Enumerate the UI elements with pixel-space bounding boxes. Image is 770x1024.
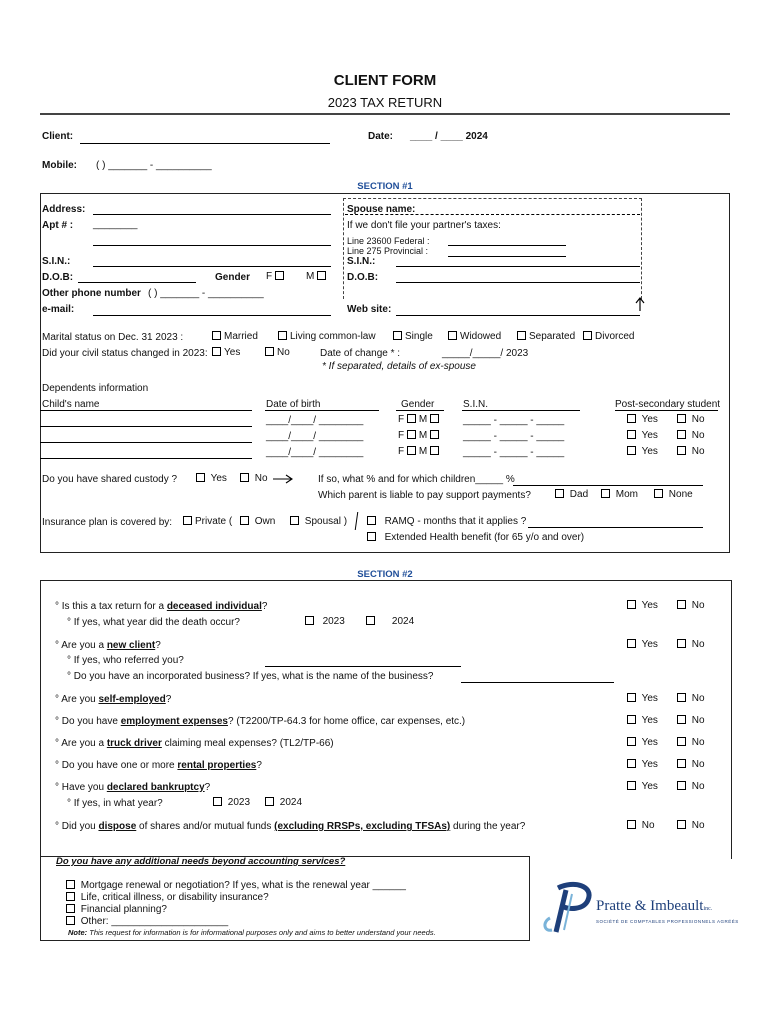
- civil-yes[interactable]: [212, 347, 240, 358]
- mortgage-checkbox[interactable]: [66, 880, 75, 889]
- q-rental-properties: ° Do you have one or more rental properties?: [55, 760, 262, 771]
- date-change-field[interactable]: _____/_____/ 2023: [442, 348, 529, 359]
- spouse-dob-field[interactable]: [396, 282, 640, 283]
- civil-no[interactable]: [265, 347, 290, 358]
- divorced-checkbox[interactable]: [583, 331, 592, 340]
- mom-checkbox[interactable]: [601, 489, 610, 498]
- 2024-label: 2024: [391, 616, 415, 627]
- separated-note: * If separated, details of ex-spouse: [322, 361, 476, 372]
- marital-widowed[interactable]: [448, 331, 501, 342]
- sin-label: S.I.N.:: [42, 256, 71, 267]
- yes-label: Yes: [641, 600, 658, 611]
- yes-checkbox[interactable]: [627, 693, 636, 702]
- dob-header-rule: [265, 410, 379, 411]
- no-checkbox[interactable]: [677, 446, 686, 455]
- parent-none[interactable]: [654, 489, 693, 500]
- q2-sub2: ° Do you have an incorporated business? If yes, what is the name of the business?: [67, 671, 434, 682]
- yes-checkbox[interactable]: [627, 600, 636, 609]
- needs-item-financial[interactable]: [66, 904, 406, 916]
- death-2023[interactable]: [305, 616, 345, 627]
- no-checkbox[interactable]: [677, 715, 686, 724]
- no-checkbox[interactable]: [677, 639, 686, 648]
- gender-header-rule: [396, 410, 444, 411]
- yes-checkbox[interactable]: [627, 639, 636, 648]
- q7-sub: ° If yes, in what year?: [67, 798, 163, 809]
- single-checkbox[interactable]: [393, 331, 402, 340]
- other-phone-field[interactable]: ( ) _______ - __________: [148, 288, 264, 299]
- no-checkbox[interactable]: [677, 430, 686, 439]
- q3-key: self-employed: [98, 694, 166, 705]
- q1-no[interactable]: [677, 600, 705, 611]
- private-label: Private (: [195, 516, 233, 527]
- referred-field[interactable]: [265, 666, 461, 667]
- child-name-header-rule: [40, 410, 252, 411]
- ramq-field[interactable]: [528, 527, 703, 528]
- no-label: No: [691, 430, 705, 441]
- no-label: No: [691, 446, 705, 457]
- q-deceased: ° Is this a tax return for a deceased individual?: [55, 601, 268, 612]
- civil-no-checkbox[interactable]: [265, 347, 274, 356]
- q2-pre: Are you a: [61, 640, 107, 651]
- q-self-employed: ° Are you self-employed?: [55, 694, 172, 705]
- common-law-label: Living common-law: [290, 331, 376, 342]
- email-label: e-mail:: [42, 304, 75, 315]
- gender-m-label: M: [306, 271, 315, 282]
- yes-checkbox[interactable]: [627, 781, 636, 790]
- insurance-checkbox[interactable]: [66, 892, 75, 901]
- f-label: F: [398, 430, 405, 441]
- no-label: No: [691, 737, 705, 748]
- q3-pre: Are you: [61, 694, 99, 705]
- dob-header: Date of birth: [266, 399, 321, 410]
- q8-no-left[interactable]: [627, 820, 655, 831]
- single-label: Single: [405, 331, 433, 342]
- q-employment-expenses: ° Do you have employment expenses? (T2200/TP-64.3 for home office, car expenses, etc.): [55, 716, 466, 727]
- other-checkbox[interactable]: [66, 916, 75, 925]
- civil-yes-label: Yes: [224, 347, 241, 358]
- child-sin-2[interactable]: _____ - _____ - _____: [463, 431, 565, 442]
- m-checkbox[interactable]: [430, 446, 439, 455]
- child-name-header: Child's name: [42, 399, 100, 410]
- gender-f-label: F: [266, 271, 273, 282]
- q6-pre: Do you have one or more: [61, 760, 178, 771]
- website-label: Web site:: [347, 304, 392, 315]
- bankruptcy-2023[interactable]: [213, 797, 250, 808]
- liable-parent-label: Which parent is liable to pay support payments?: [318, 490, 531, 501]
- custody-no-label: No: [254, 473, 268, 484]
- m-checkbox[interactable]: [430, 430, 439, 439]
- q7-post: ?: [204, 782, 211, 793]
- shared-custody-label: Do you have shared custody ?: [42, 474, 178, 485]
- no-checkbox[interactable]: [677, 414, 686, 423]
- q-bankruptcy: ° Have you declared bankruptcy?: [55, 782, 211, 793]
- yes-checkbox[interactable]: [627, 446, 636, 455]
- post-secondary-header: Post-secondary student: [615, 399, 721, 410]
- form-title: CLIENT FORM: [333, 72, 437, 89]
- address-field[interactable]: [93, 214, 331, 215]
- yes-checkbox[interactable]: [627, 414, 636, 423]
- no-label: No: [691, 693, 705, 704]
- child-sin-1[interactable]: _____ - _____ - _____: [463, 415, 565, 426]
- q1-post: ?: [261, 601, 268, 612]
- insurance-label: Insurance plan is covered by:: [42, 517, 173, 528]
- sin-header-rule: [462, 410, 580, 411]
- child-name-field-3[interactable]: [40, 458, 252, 459]
- yes-checkbox[interactable]: [627, 759, 636, 768]
- q4-post: ? (T2200/TP-64.3 for home office, car expenses, etc.): [227, 716, 466, 727]
- custody-yes-label: Yes: [210, 473, 227, 484]
- no-checkbox[interactable]: [677, 693, 686, 702]
- parent-dad[interactable]: [555, 489, 588, 500]
- yes-label: Yes: [641, 414, 658, 425]
- post-sec-yes-2[interactable]: [627, 430, 658, 441]
- none-checkbox[interactable]: [654, 489, 663, 498]
- company-suffix: inc.: [703, 906, 713, 912]
- f-checkbox[interactable]: [407, 414, 416, 423]
- line-provincial-field[interactable]: [448, 256, 566, 257]
- q7-no[interactable]: [677, 781, 705, 792]
- mortgage-label: Mortgage renewal or negotiation? If yes, what is the renewal year ______: [80, 880, 406, 891]
- company-name: [596, 898, 712, 915]
- no-label: No: [691, 639, 705, 650]
- line-provincial-label: Line 275 Provincial :: [347, 246, 429, 256]
- child-gender-3[interactable]: [398, 446, 442, 457]
- company-tagline: SOCIÉTÉ DE COMPTABLES PROFESSIONNELS AGRÉÉS: [596, 919, 739, 924]
- marital-divorced[interactable]: [583, 331, 634, 342]
- q7-pre: Have you: [61, 782, 107, 793]
- dob-field[interactable]: [78, 282, 196, 283]
- yes-label: Yes: [641, 715, 658, 726]
- custody-no[interactable]: [240, 473, 268, 484]
- apt-label: Apt # :: [42, 220, 74, 231]
- website-field[interactable]: [396, 315, 640, 316]
- note: [68, 928, 436, 937]
- business-field[interactable]: [461, 682, 614, 683]
- q4-no[interactable]: [677, 715, 705, 726]
- f-label: F: [398, 414, 405, 425]
- q3-no[interactable]: [677, 693, 705, 704]
- insurance-own[interactable]: [240, 516, 275, 527]
- no-checkbox[interactable]: [677, 737, 686, 746]
- q6-no[interactable]: [677, 759, 705, 770]
- child-name-field-2[interactable]: [40, 442, 252, 443]
- dad-checkbox[interactable]: [555, 489, 564, 498]
- widowed-label: Widowed: [460, 331, 502, 342]
- no-label: No: [691, 781, 705, 792]
- q5-key: truck driver: [106, 738, 162, 749]
- yes-label: Yes: [641, 446, 658, 457]
- apt-field[interactable]: ________: [93, 219, 138, 230]
- q6-key: rental properties: [177, 760, 257, 771]
- marital-single[interactable]: [393, 331, 433, 342]
- spousal-checkbox[interactable]: [290, 516, 299, 525]
- common-law-checkbox[interactable]: [278, 331, 287, 340]
- civil-changed-label: Did your civil status changed in 2023:: [42, 348, 208, 359]
- yes-checkbox[interactable]: [627, 715, 636, 724]
- widowed-checkbox[interactable]: [448, 331, 457, 340]
- section-1-title: SECTION #1: [357, 181, 413, 192]
- q8-pre: Did you: [61, 821, 99, 832]
- client-field[interactable]: [80, 143, 330, 144]
- q2-sub2-text: Do you have an incorporated business? If yes, what is the name of the business?: [73, 671, 434, 682]
- line-federal-field[interactable]: [448, 245, 566, 246]
- q1-sub: ° If yes, what year did the death occur?: [67, 617, 240, 628]
- q2-no[interactable]: [677, 639, 705, 650]
- gender-m[interactable]: [306, 271, 329, 282]
- gender-f[interactable]: [266, 271, 287, 282]
- custody-yes[interactable]: [196, 473, 227, 484]
- no-label: No: [691, 715, 705, 726]
- q1-pre: Is this a tax return for a: [61, 601, 167, 612]
- no-label: No: [691, 600, 705, 611]
- insurance-extended[interactable]: [367, 532, 584, 543]
- yes-label: Yes: [641, 430, 658, 441]
- needs-item-other[interactable]: [66, 916, 406, 928]
- spouse-name-field[interactable]: [345, 214, 640, 215]
- needs-item-mortgage[interactable]: [66, 880, 406, 892]
- date-label: Date:: [368, 131, 394, 142]
- f-checkbox[interactable]: [407, 430, 416, 439]
- yes-checkbox[interactable]: [627, 430, 636, 439]
- marital-married[interactable]: [212, 331, 258, 342]
- header-rule: [40, 113, 730, 115]
- gender-header: Gender: [401, 399, 435, 410]
- q8-no-right[interactable]: [677, 820, 705, 831]
- separated-label: Separated: [529, 331, 576, 342]
- post-secondary-header-rule: [615, 410, 718, 411]
- divorced-label: Divorced: [595, 331, 635, 342]
- spouse-dob-label: D.O.B:: [347, 272, 379, 283]
- dob-label: D.O.B:: [42, 272, 74, 283]
- address-line-2[interactable]: [93, 245, 331, 246]
- q-new-client: ° Are you a new client?: [55, 640, 161, 651]
- no-checkbox[interactable]: [677, 781, 686, 790]
- right-arrow-icon: [272, 474, 294, 484]
- q5-pre: Are you a: [61, 738, 107, 749]
- 2023-checkbox[interactable]: [305, 616, 314, 625]
- no-checkbox[interactable]: [677, 759, 686, 768]
- yes-label: Yes: [641, 737, 658, 748]
- q4-yes[interactable]: [627, 715, 658, 726]
- own-checkbox[interactable]: [240, 516, 249, 525]
- other-label: Other: _____________________: [80, 916, 229, 927]
- none-label: None: [668, 489, 693, 500]
- q8-post: during the year?: [450, 821, 526, 832]
- civil-no-label: No: [277, 347, 290, 358]
- yes-checkbox[interactable]: [627, 737, 636, 746]
- client-label: Client:: [42, 131, 74, 142]
- q1-key: deceased individual: [166, 601, 262, 612]
- post-sec-yes-1[interactable]: [627, 414, 658, 425]
- no-label: No: [691, 414, 705, 425]
- child-gender-1[interactable]: [398, 414, 442, 425]
- q8-mid: of shares and/or mutual funds: [136, 821, 275, 832]
- yes-label: Yes: [641, 759, 658, 770]
- line-federal-label: Line 23600 Federal :: [347, 236, 430, 246]
- no-label: No: [691, 820, 705, 831]
- q5-post: claiming meal expenses? (TL2/TP-66): [161, 738, 334, 749]
- spousal-label: Spousal ): [304, 516, 348, 527]
- f-checkbox[interactable]: [407, 446, 416, 455]
- child-gender-2[interactable]: [398, 430, 442, 441]
- q1-yes[interactable]: [627, 600, 658, 611]
- spouse-name-label: Spouse name:: [347, 204, 416, 215]
- spouse-sin-label: S.I.N.:: [347, 256, 376, 267]
- q2-sub1-text: If yes, who referred you?: [73, 655, 184, 666]
- note-label: Note:: [68, 928, 88, 937]
- marital-common-law[interactable]: [278, 331, 376, 342]
- financial-checkbox[interactable]: [66, 904, 75, 913]
- child-name-field-1[interactable]: [40, 426, 252, 427]
- child-dob-3[interactable]: ____/____/ ________: [266, 447, 364, 458]
- post-sec-no-3[interactable]: [677, 446, 705, 457]
- 2023-label: 2023: [227, 797, 251, 808]
- q7-yes[interactable]: [627, 781, 658, 792]
- insurance-private[interactable]: [183, 516, 232, 527]
- company-name-text: Pratte & Imbeault: [596, 898, 704, 914]
- q1-sub-text: If yes, what year did the death occur?: [73, 617, 240, 628]
- gender-f-checkbox[interactable]: [275, 271, 284, 280]
- q2-post: ?: [155, 640, 161, 651]
- no-checkbox[interactable]: [677, 820, 686, 829]
- form-subtitle: 2023 TAX RETURN: [327, 95, 443, 110]
- parent-mom[interactable]: [601, 489, 638, 500]
- q6-post: ?: [256, 760, 262, 771]
- m-label: M: [418, 446, 428, 457]
- bankruptcy-2024[interactable]: [265, 797, 302, 808]
- married-checkbox[interactable]: [212, 331, 221, 340]
- yes-label: Yes: [641, 693, 658, 704]
- q8-key1: dispose: [98, 821, 137, 832]
- 2023-label: 2023: [322, 616, 345, 627]
- spouse-sin-field[interactable]: [396, 266, 640, 267]
- gender-m-checkbox[interactable]: [317, 271, 326, 280]
- marital-separated[interactable]: [517, 331, 575, 342]
- private-checkbox[interactable]: [183, 516, 192, 525]
- ramq-checkbox[interactable]: [367, 516, 376, 525]
- 2023-checkbox[interactable]: [213, 797, 222, 806]
- gender-label: Gender: [215, 272, 251, 283]
- dependents-title: Dependents information: [42, 383, 149, 394]
- mom-label: Mom: [615, 489, 639, 500]
- sin-field[interactable]: [93, 266, 331, 267]
- pct-field[interactable]: [513, 485, 703, 486]
- 2024-checkbox[interactable]: [265, 797, 274, 806]
- email-field[interactable]: [93, 315, 331, 316]
- no-label: No: [641, 820, 655, 831]
- custody-no-checkbox[interactable]: [240, 473, 249, 482]
- no-label: No: [691, 759, 705, 770]
- life-insurance-label: Life, critical illness, or disability insurance?: [80, 892, 269, 903]
- civil-yes-checkbox[interactable]: [212, 347, 221, 356]
- additional-needs-list: [66, 880, 406, 928]
- ramq-label: RAMQ - months that it applies ?: [384, 516, 527, 527]
- no-checkbox[interactable]: [677, 600, 686, 609]
- mobile-field[interactable]: ( ) _______ - __________: [96, 160, 212, 171]
- married-label: Married: [224, 331, 258, 342]
- yes-label: Yes: [641, 639, 658, 650]
- custody-yes-checkbox[interactable]: [196, 473, 205, 482]
- additional-needs-title: Do you have any additional needs beyond accounting services?: [56, 856, 346, 867]
- insurance-spousal[interactable]: [290, 516, 347, 527]
- child-dob-2[interactable]: ____/____/ ________: [266, 431, 364, 442]
- no-checkbox[interactable]: [627, 820, 636, 829]
- q5-no[interactable]: [677, 737, 705, 748]
- q-truck-driver: ° Are you a truck driver claiming meal expenses? (TL2/TP-66): [55, 738, 334, 749]
- needs-item-insurance[interactable]: [66, 892, 406, 904]
- q3-yes[interactable]: [627, 693, 658, 704]
- up-arrow-icon: [634, 296, 646, 312]
- q8-key2: (excluding RRSPs, excluding TFSAs): [274, 821, 451, 832]
- company-logo-icon: [538, 880, 596, 936]
- 2024-label: 2024: [279, 797, 303, 808]
- q4-pre: Do you have: [61, 716, 121, 727]
- date-field[interactable]: ____ / ____ 2024: [410, 131, 488, 142]
- financial-label: Financial planning?: [80, 904, 167, 915]
- f-label: F: [398, 446, 405, 457]
- extended-label: Extended Health benefit (for 65 y/o and over): [384, 532, 585, 543]
- marital-label: Marital status on Dec. 31 2023 :: [42, 332, 184, 343]
- if-so-pct: If so, what % and for which children_____ %: [318, 474, 515, 485]
- other-phone-label: Other phone number: [42, 288, 141, 299]
- extended-checkbox[interactable]: [367, 532, 376, 541]
- section-2-title: SECTION #2: [357, 569, 413, 580]
- note-text: This request for information is for informational purposes only and aims to better understand your needs.: [89, 928, 436, 937]
- m-checkbox[interactable]: [430, 414, 439, 423]
- m-label: M: [418, 430, 428, 441]
- post-sec-no-1[interactable]: [677, 414, 705, 425]
- death-2024[interactable]: [366, 616, 414, 627]
- q6-yes[interactable]: [627, 759, 658, 770]
- 2024-checkbox[interactable]: [366, 616, 375, 625]
- dad-label: Dad: [569, 489, 589, 500]
- q-dispose-shares: ° Did you dispose of shares and/or mutual funds (excluding RRSPs, excluding TFSAs) during the year?: [55, 821, 526, 832]
- address-label: Address:: [42, 204, 86, 215]
- q5-yes[interactable]: [627, 737, 658, 748]
- q2-key: new client: [106, 640, 156, 651]
- q4-key: employment expenses: [120, 716, 228, 727]
- q3-post: ?: [165, 694, 172, 705]
- spouse-note: If we don't file your partner's taxes:: [347, 220, 501, 231]
- q2-yes[interactable]: [627, 639, 658, 650]
- date-change-label: Date of change * :: [320, 348, 401, 359]
- q7-key: declared bankruptcy: [106, 782, 205, 793]
- post-sec-yes-3[interactable]: [627, 446, 658, 457]
- insurance-ramq[interactable]: [367, 516, 526, 527]
- child-sin-3[interactable]: _____ - _____ - _____: [463, 447, 565, 458]
- yes-label: Yes: [641, 781, 658, 792]
- own-label: Own: [254, 516, 276, 527]
- sin-header: S.I.N.: [463, 399, 489, 410]
- q7-sub-text: If yes, in what year?: [73, 798, 163, 809]
- separated-checkbox[interactable]: [517, 331, 526, 340]
- q2-sub1: ° If yes, who referred you?: [67, 655, 184, 666]
- mobile-label: Mobile:: [42, 160, 77, 171]
- child-dob-1[interactable]: ____/____/ ________: [266, 415, 364, 426]
- m-label: M: [418, 414, 428, 425]
- post-sec-no-2[interactable]: [677, 430, 705, 441]
